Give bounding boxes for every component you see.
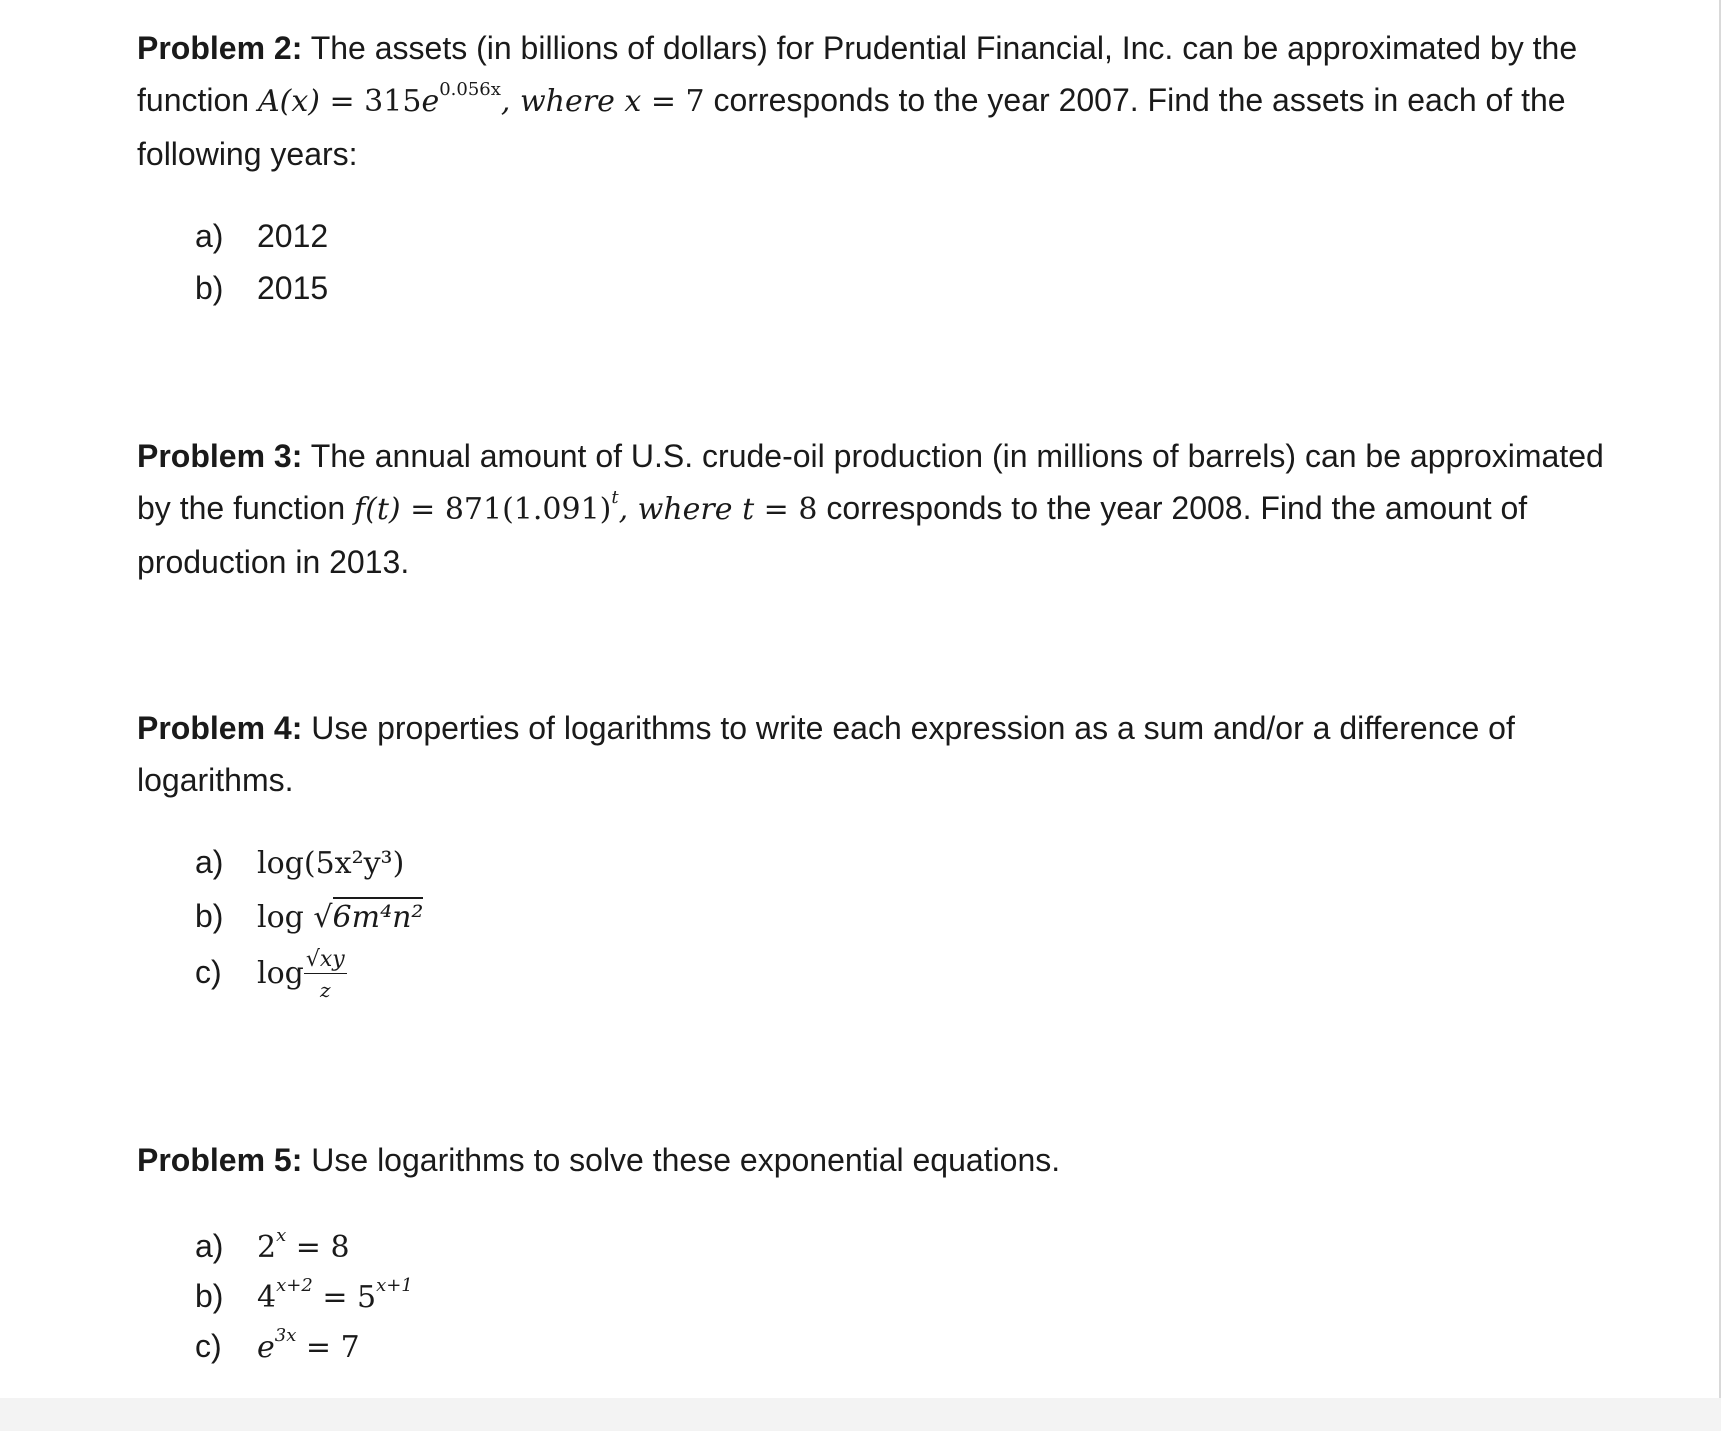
problem-3-formula-lhs: f(t) — [354, 492, 401, 527]
problem-2-formula-lhs: A(x) — [257, 84, 320, 119]
problem-5-heading: Problem 5: — [137, 1142, 303, 1178]
list-item: b) $4^{x+2} = 5^{x+1}$ — [195, 1275, 413, 1315]
list-item: a) log(5x²y³) — [195, 844, 405, 881]
problem-4-heading: Problem 4: — [137, 710, 303, 746]
fraction: $\frac{√xy}{z}$ — [305, 947, 345, 1003]
problem-5-text: Problem 5: Use logarithms to solve these exponential equations. — [137, 1142, 1061, 1178]
list-item: c) log $\frac{√xy}{z}$ — [195, 947, 345, 1003]
list-item: c) $e^{3x} = 7$ — [195, 1325, 360, 1365]
list-item: a) $2^x = 8$ — [195, 1225, 350, 1265]
problem-3-heading: Problem 3: — [137, 438, 303, 474]
list-item: b) log √6m⁴n² — [195, 898, 424, 935]
bottom-gutter — [0, 1398, 1721, 1431]
problem-3-text: Problem 3: The annual amount of U.S. crude-oil production (in millions of barrels) can be approximated by the function $f(t) = 871(1.091)^t$, where t = 8 corresponds to the year 2008. Find the amount of production in 2013. — [137, 438, 1604, 580]
problem-2-heading: Problem 2: — [137, 30, 303, 66]
problem-4-text: Problem 4: Use properties of logarithms to write each expression as a sum and/or a difference of logarithms. — [137, 710, 1515, 798]
list-item: a) 2012 — [195, 218, 329, 254]
list-item: b) 2015 — [195, 270, 329, 306]
problem-2-text: Problem 2: The assets (in billions of dollars) for Prudential Financial, Inc. can be approximated by the function $A(x) = 315e^{0.056x}$, where x = 7 corresponds to the year 2007. Find the assets in each of the following years: — [137, 30, 1578, 172]
